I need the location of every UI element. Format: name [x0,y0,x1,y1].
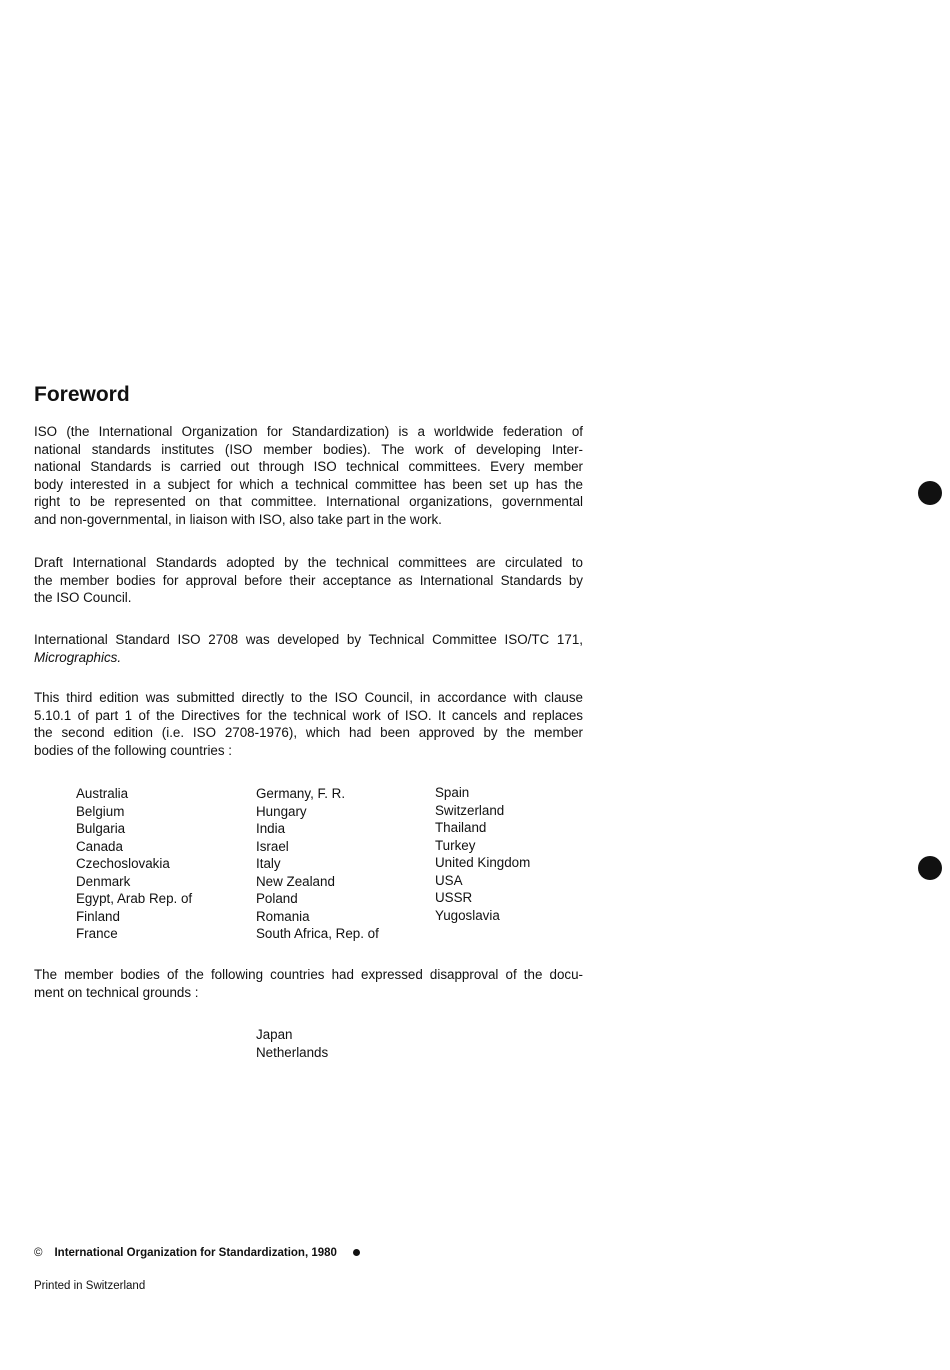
country-name: Thailand [435,820,487,835]
text-line: right to be represented on that committee. International organizations, governmental [34,494,583,510]
country-name: USA [435,872,463,888]
text-line: The member bodies of the following countries had expressed disapproval of the docu- [34,967,583,982]
paragraph-iso-intro [34,423,583,529]
paragraph-draft-standards [34,554,583,607]
country-name: Australia [76,786,129,801]
country-name: USSR [435,890,473,905]
paragraph-third-edition [34,689,583,759]
country-name: Netherlands [256,1044,329,1060]
committee-title: Micrographics. [34,649,122,665]
text-line: ment on technical grounds : [34,984,199,1000]
text-line: national Standards is carried out through ISO technical committees. Every member [34,459,583,475]
country-name: Germany, F. R. [256,786,346,801]
text-line: ISO (the International Organization for Standardization) is a worldwide federation of [34,424,583,439]
text-line: the ISO Council. [34,590,132,606]
country-name: Canada [76,838,123,854]
country-name: Bulgaria [76,821,126,836]
country-name: Egypt, Arab Rep. of [76,891,193,906]
bullet-icon [353,1249,360,1256]
country-name: Poland [256,891,298,906]
text-line: International Standard ISO 2708 was developed by Technical Committee ISO/TC 171, [34,632,583,647]
copyright-line [34,1247,360,1259]
copyright-text: International Organization for Standardization, 1980 [54,1247,337,1259]
text-line: national standards institutes (ISO member bodies). The work of developing Inter- [34,441,583,457]
paragraph-standard-origin [34,631,583,666]
country-name: United Kingdom [435,855,531,870]
text-line: This third edition was submitted directly to the ISO Council, in accordance with clause [34,690,583,705]
country-name: New Zealand [256,873,335,889]
country-name: Italy [256,856,281,871]
text-line: the member bodies for approval before their acceptance as International Standards by [34,572,583,588]
disapproving-countries [256,1026,328,1061]
country-name: South Africa, Rep. of [256,926,379,941]
country-name: Switzerland [435,802,505,818]
binding-hole-mark-icon [918,856,942,880]
text-line: bodies of the following countries : [34,742,233,758]
text-line: body interested in a subject for which a technical committee has been set up has the [34,476,583,492]
approving-countries-col-2 [256,785,379,943]
country-name: India [256,821,286,836]
country-name: Hungary [256,803,307,819]
country-name: Turkey [435,837,476,853]
paragraph-disapproval [34,966,583,1001]
approving-countries-col-3 [435,784,530,924]
country-name: Romania [256,908,310,924]
country-name: Japan [256,1027,293,1042]
country-name: Czechoslovakia [76,856,170,871]
country-name: Spain [435,785,470,800]
printed-in: Printed in Switzerland [34,1280,146,1292]
text-line: and non-governmental, in liaison with ISO, also take part in the work. [34,511,442,527]
approving-countries-col-1 [76,785,192,943]
page-title: Foreword [34,383,130,406]
copyright-icon: © [34,1247,43,1259]
country-name: Belgium [76,803,125,819]
country-name: Denmark [76,873,131,889]
country-name: Finland [76,908,120,924]
country-name: France [76,926,118,941]
text-line: Draft International Standards adopted by the technical committees are circulated to [34,555,583,570]
country-name: Israel [256,838,289,854]
binding-hole-mark-icon [918,481,942,505]
text-line: 5.10.1 of part 1 of the Directives for the technical work of ISO. It cancels and replaces [34,707,583,723]
text-line: the second edition (i.e. ISO 2708-1976), which had been approved by the member [34,725,583,741]
country-name: Yugoslavia [435,907,500,923]
